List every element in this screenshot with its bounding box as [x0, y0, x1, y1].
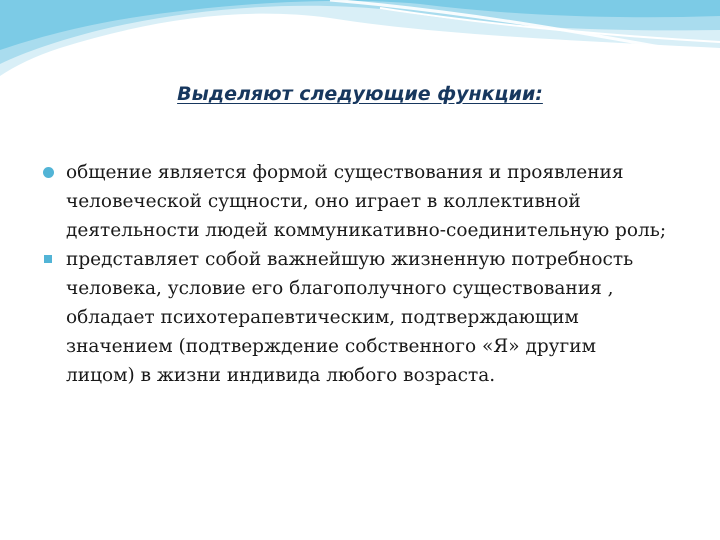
list-item: [42, 245, 667, 390]
circle-bullet-icon: [43, 167, 54, 178]
bullet-text: общение является формой существования и проявления человеческой сущности, оно играет в коллективной деятельности людей коммуникативно-соединительную роль;: [66, 162, 667, 241]
bullet-text: представляет собой важнейшую жизненную потребность человека, условие его благополучного существования , обладает психотерапевтическим, подтверждающим значением (подтверждение собственного «Я» другим лицом) в жизни индивида любого возраста.: [66, 249, 634, 386]
square-bullet-icon: [44, 255, 52, 263]
list-item: [42, 158, 667, 245]
bullet-list: [42, 158, 667, 390]
slide-title: Выделяют следующие функции:: [177, 83, 543, 105]
